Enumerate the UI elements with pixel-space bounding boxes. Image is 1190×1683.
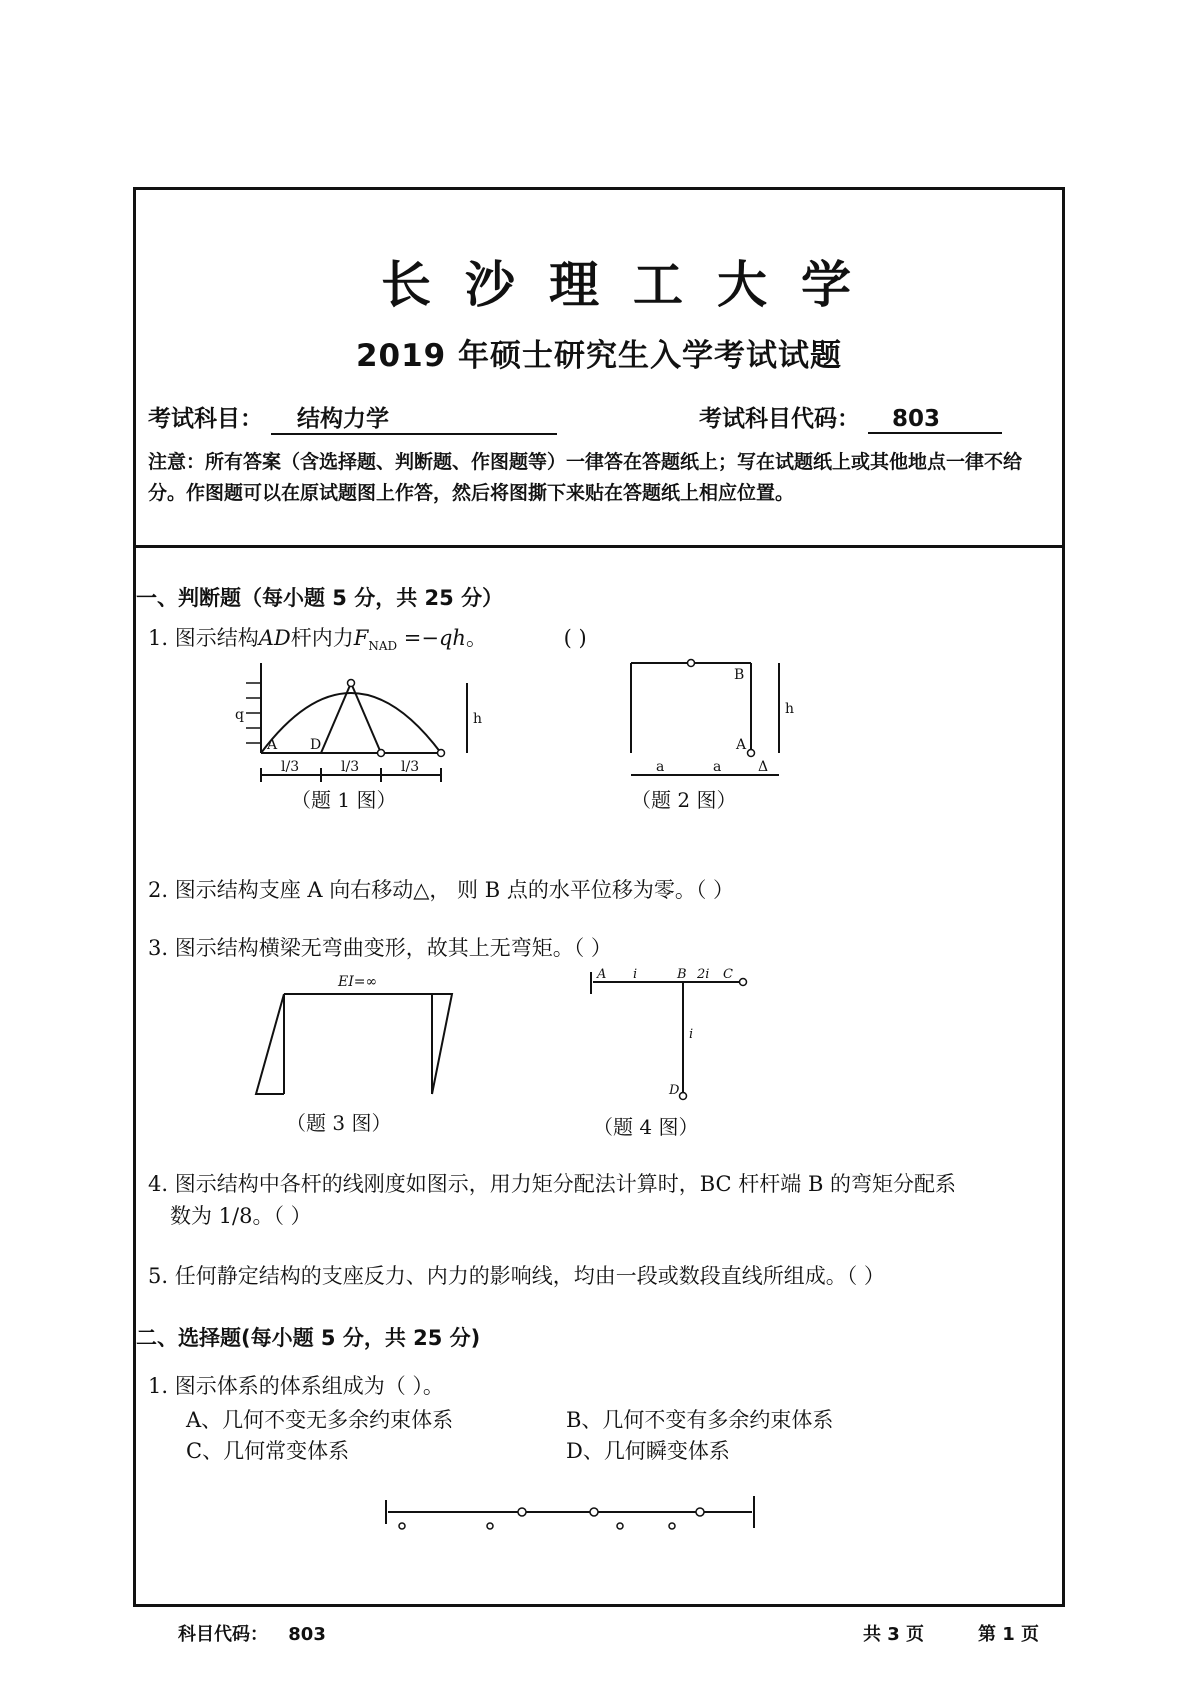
fig1-label-s1: l/3 <box>281 759 300 775</box>
question-2-1: 1. 图示体系的体系组成为（ ）。 <box>148 1374 444 1398</box>
fig4-support-c <box>740 979 747 986</box>
fig4-label-d: D <box>669 1083 680 1098</box>
fig1-strut-1 <box>321 683 351 753</box>
fig1-label-a: A <box>267 737 278 753</box>
fig4-label-b: B <box>677 967 687 982</box>
question-1-4-line1: 4. 图示结构中各杆的线刚度如图示，用力矩分配法计算时，BC 杆杆端 B 的弯矩分配系 <box>148 1172 957 1196</box>
choice-q1-figure <box>374 1480 774 1570</box>
fig4-label-c: C <box>723 967 733 982</box>
header-divider <box>136 545 1062 548</box>
fig2-caption: （题 2 图） <box>631 788 737 812</box>
q1-answer-paren: ( ) <box>563 626 587 650</box>
code-value: 803 <box>868 406 1002 434</box>
fig4-label-i1: i <box>633 967 638 982</box>
q1-end: 。 <box>465 626 487 650</box>
q1-text-a: 图示结构 <box>174 626 259 650</box>
exam-page-frame <box>133 187 1065 1607</box>
fig1-label-d: D <box>310 737 322 753</box>
subject-label: 考试科目： <box>148 406 263 432</box>
fig2-label-a: A <box>736 737 747 753</box>
code-row <box>699 400 1002 434</box>
choice-fig-support-1 <box>399 1523 405 1529</box>
fig2-label-delta: Δ <box>758 759 769 775</box>
choice-fig-support-3 <box>617 1523 623 1529</box>
question-1-4-line2: 数为 1/8。（ ） <box>170 1204 312 1228</box>
fig4-label-i3: i <box>689 1027 694 1042</box>
choice-fig-support-2 <box>487 1523 493 1529</box>
fig1-label-s3: l/3 <box>401 759 420 775</box>
q1-member: AD <box>258 626 291 650</box>
subject-row <box>148 400 557 435</box>
subject-name: 结构力学 <box>271 400 557 435</box>
fig3-label-ei: EI=∞ <box>338 974 378 990</box>
choice-fig-hinge-2 <box>590 1508 598 1516</box>
footer-code-value: 803 <box>288 1624 326 1645</box>
fig1-label-q: q <box>235 707 244 723</box>
fig1-support-right <box>438 750 445 757</box>
fig4-support-d <box>680 1093 687 1100</box>
fig2-label-h: h <box>785 701 795 717</box>
fig1-strut-2 <box>351 683 381 753</box>
fig3-moment-left <box>256 994 284 1094</box>
q1-number: 1. <box>148 626 169 650</box>
fig3-caption: （题 3 图） <box>286 1111 392 1135</box>
q1-formula: F <box>353 626 369 650</box>
fig1-label-s2: l/3 <box>341 759 360 775</box>
notice-text: 注意：所有答案（含选择题、判断题、作图题等）一律答在答题纸上；写在试题纸上或其他地点一律不给分。作图题可以在原试题图上作答，然后将图撕下来贴在答题纸上相应位置。 <box>148 451 1023 504</box>
fig4-label-2i: 2i <box>697 967 710 982</box>
footer-code-label: 科目代码： <box>178 1624 268 1645</box>
q1-equation: =−qh <box>397 626 466 650</box>
question-1-5: 5. 任何静定结构的支座反力、内力的影响线，均由一段或数段直线所组成。（ ） <box>148 1264 885 1288</box>
figure-2 <box>601 653 901 813</box>
fig1-top-hinge <box>348 680 355 687</box>
fig2-hinge <box>688 660 695 667</box>
fig4-label-a: A <box>597 967 607 982</box>
exam-title: 2019 年硕士研究生入学考试试题 <box>355 338 843 374</box>
university-name: 长沙理工大学 <box>381 256 885 314</box>
fig3-moment-right <box>432 994 452 1094</box>
fig1-label-h: h <box>473 711 483 727</box>
fig1-hinge <box>378 750 385 757</box>
code-label: 考试科目代码： <box>699 406 860 432</box>
section2-heading: 二、选择题(每小题 5 分，共 25 分) <box>136 1326 481 1350</box>
option-c: C、几何常变体系 <box>186 1439 350 1463</box>
question-1-3: 3. 图示结构横梁无弯曲变形，故其上无弯矩。（ ） <box>148 936 612 960</box>
figure-4 <box>581 968 801 1148</box>
fig2-label-a2: a <box>713 759 722 775</box>
q1-text-b: 杆内力 <box>290 626 354 650</box>
fig2-label-b: B <box>734 667 745 683</box>
option-b: B、几何不变有多余约束体系 <box>566 1408 834 1432</box>
question-1-2: 2. 图示结构支座 A 向右移动△， 则 B 点的水平位移为零。（ ） <box>148 878 735 902</box>
choice-fig-hinge-1 <box>518 1508 526 1516</box>
section1-heading: 一、判断题（每小题 5 分，共 25 分） <box>136 586 504 610</box>
fig1-caption: （题 1 图） <box>291 788 397 812</box>
fig1-arch <box>261 693 441 753</box>
question-1-1 <box>148 622 587 653</box>
fig2-support-a <box>748 750 755 757</box>
fig2-label-a1: a <box>656 759 665 775</box>
footer-page-number: 第 1 页 <box>978 1624 1040 1645</box>
footer-total-pages: 共 3 页 <box>863 1624 925 1645</box>
q1-subscript: NAD <box>368 639 398 654</box>
choice-fig-hinge-3 <box>696 1508 704 1516</box>
fig4-caption: （题 4 图） <box>593 1115 699 1139</box>
option-a: A、几何不变无多余约束体系 <box>186 1408 454 1432</box>
option-d: D、几何瞬变体系 <box>566 1439 730 1463</box>
figure-1 <box>235 653 601 813</box>
figure-3 <box>246 968 506 1148</box>
footer-code <box>178 1620 326 1646</box>
choice-fig-support-4 <box>669 1523 675 1529</box>
